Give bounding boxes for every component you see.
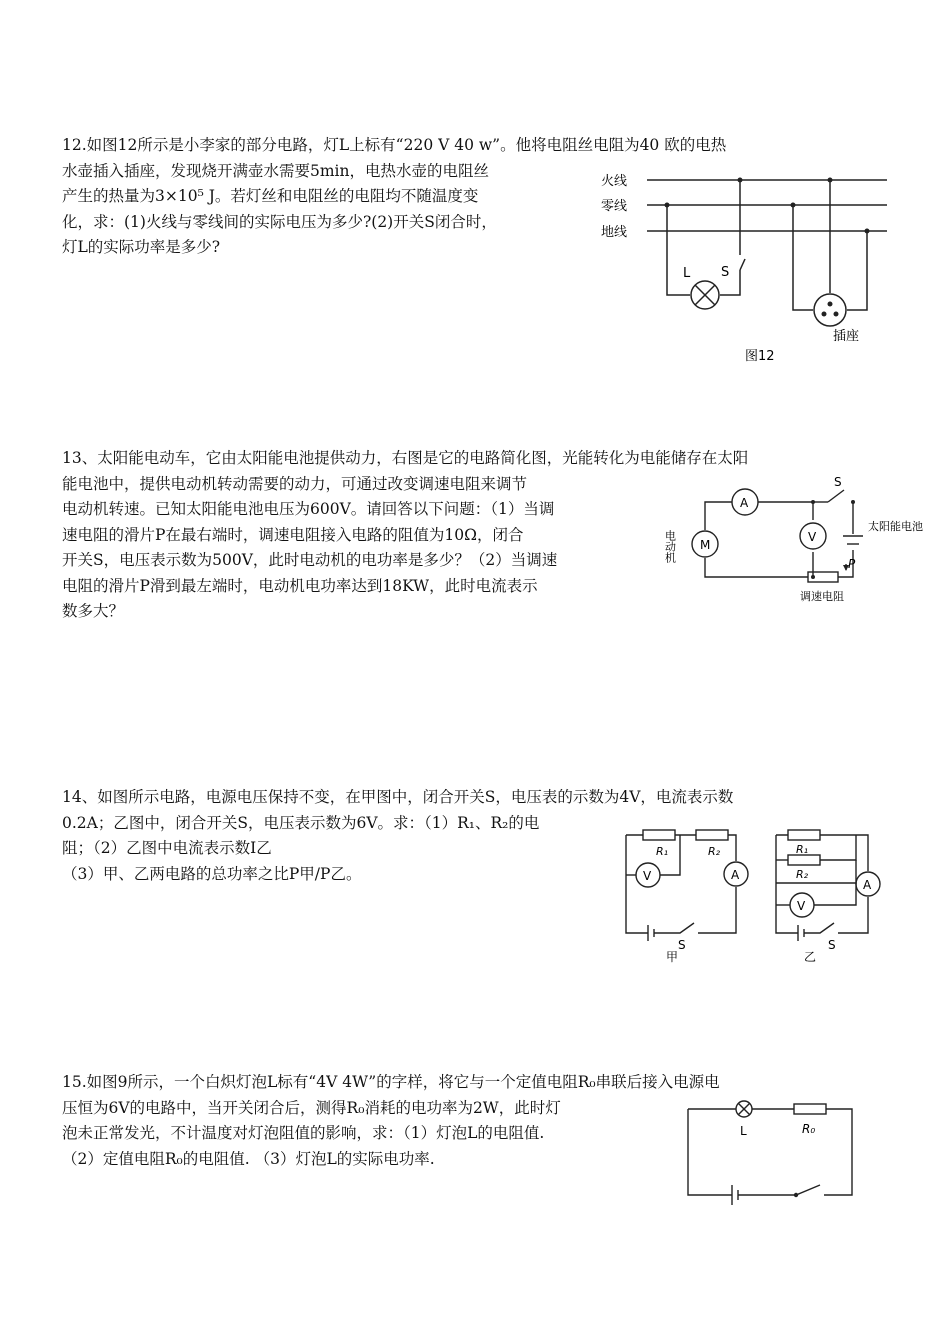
q13-line-7: 数多大？ [62, 602, 125, 620]
q13-line-4: 速电阻的滑片P在最右端时，调速电阻接入电路的阻值为10Ω，闭合 [62, 525, 524, 544]
neutral-wire-label: 零线 [601, 199, 628, 214]
q12-line-2: 水壶插入插座，发现烧开满壶水需要5min，电热水壶的电阻丝 [62, 161, 490, 180]
battery-label: 太阳能电池 [868, 520, 923, 533]
motor-label: 电动机 [663, 530, 677, 563]
q12-line-4: 化，求：(1)火线与零线间的实际电压为多少?(2)开关S闭合时， [62, 212, 497, 231]
jia-voltmeter-symbol: V [643, 869, 652, 883]
q12-line-1: 12.如图12所示是小李家的部分电路，灯L上标有“220 V 40 w”。他将电阻丝电阻为40 欧的电热 [62, 136, 727, 154]
ground-wire-label: 地线 [601, 225, 628, 240]
yi-r1-label: R₁ [796, 843, 809, 856]
q14-line-3: 阻；（2）乙图中电流表示数I乙 [62, 839, 272, 857]
live-wire-label: 火线 [601, 174, 628, 189]
switch-symbol: S [834, 475, 842, 489]
yi-voltmeter-symbol: V [797, 899, 806, 913]
figure-13-solar-car-circuit [663, 472, 940, 622]
jia-r2-label: R₂ [708, 845, 721, 858]
jia-r1-label: R₁ [656, 845, 669, 858]
q14-line-1: 14、如图所示电路，电源电压保持不变，在甲图中，闭合开关S，电压表的示数为4V，电流表示数 [62, 788, 734, 806]
q15-line-3: 泡未正常发光，不计温度对灯泡阻值的影响，求：（1）灯泡L的电阻值. [62, 1124, 545, 1142]
q13-line-2: 能电池中，提供电动机转动需要的动力，可通过改变调速电阻来调节 [62, 474, 528, 493]
figure-caption: 图12 [745, 349, 775, 364]
ammeter-symbol: A [740, 496, 749, 510]
q13-line-6: 电阻的滑片P滑到最左端时，电动机电功率达到18KW，此时电流表示 [62, 576, 538, 595]
switch-label: S [721, 265, 730, 280]
motor-symbol: M [700, 538, 711, 552]
rheostat-label: 调速电阻 [800, 590, 844, 603]
q12-line-5: 灯L的实际功率是多少? [62, 238, 221, 256]
voltmeter-symbol: V [808, 530, 817, 544]
figure-15-series-circuit [684, 1095, 856, 1205]
figure-12-household-circuit [595, 165, 895, 370]
q14-line-2: 0.2A；乙图中，闭合开关S，电压表示数为6V。求：（1）R₁、R₂的电 [62, 813, 540, 832]
q13-line-1: 13、太阳能电动车，它由太阳能电池提供动力，右图是它的电路简化图，光能转化为电能储存在太阳 [62, 449, 749, 467]
q15-line-1: 15.如图9所示，一个白炽灯泡L标有“4V 4W”的字样，将它与一个定值电阻R₀串联后接入电源电 [62, 1073, 720, 1091]
question-13 [62, 446, 748, 625]
yi-switch-label: S [828, 938, 836, 952]
q14-line-4: （3）甲、乙两电路的总功率之比P甲/P乙。 [62, 864, 362, 883]
yi-label: 乙 [804, 950, 817, 964]
lamp-l-label: L [740, 1124, 747, 1138]
q15-line-2: 压恒为6V的电路中，当开关闭合后，测得R₀消耗的电功率为2W，此时灯 [62, 1098, 561, 1117]
q13-line-5: 开关S，电压表示数为500V，此时电动机的电功率是多少？（2）当调速 [62, 551, 558, 569]
lamp-label: L [683, 266, 691, 281]
q13-line-3: 电动机转速。已知太阳能电池电压为600V。请回答以下问题：（1）当调 [62, 500, 555, 518]
q12-line-3: 产生的热量为3×10⁵ J。若灯丝和电阻丝的电阻均不随温度变 [62, 187, 479, 205]
figure-14-circuits [618, 825, 876, 965]
jia-ammeter-symbol: A [731, 868, 740, 882]
jia-label: 甲 [666, 950, 679, 964]
slider-symbol: P [848, 557, 856, 571]
resistor-r0-label: R₀ [802, 1122, 816, 1136]
q15-line-4: （2）定值电阻R₀的电阻值. （3）灯泡L的实际电功率. [62, 1149, 435, 1168]
question-15 [62, 1070, 720, 1172]
socket-label: 插座 [833, 329, 860, 344]
yi-r2-label: R₂ [796, 868, 809, 881]
yi-ammeter-symbol: A [863, 878, 872, 892]
jia-switch-label: S [678, 938, 686, 952]
